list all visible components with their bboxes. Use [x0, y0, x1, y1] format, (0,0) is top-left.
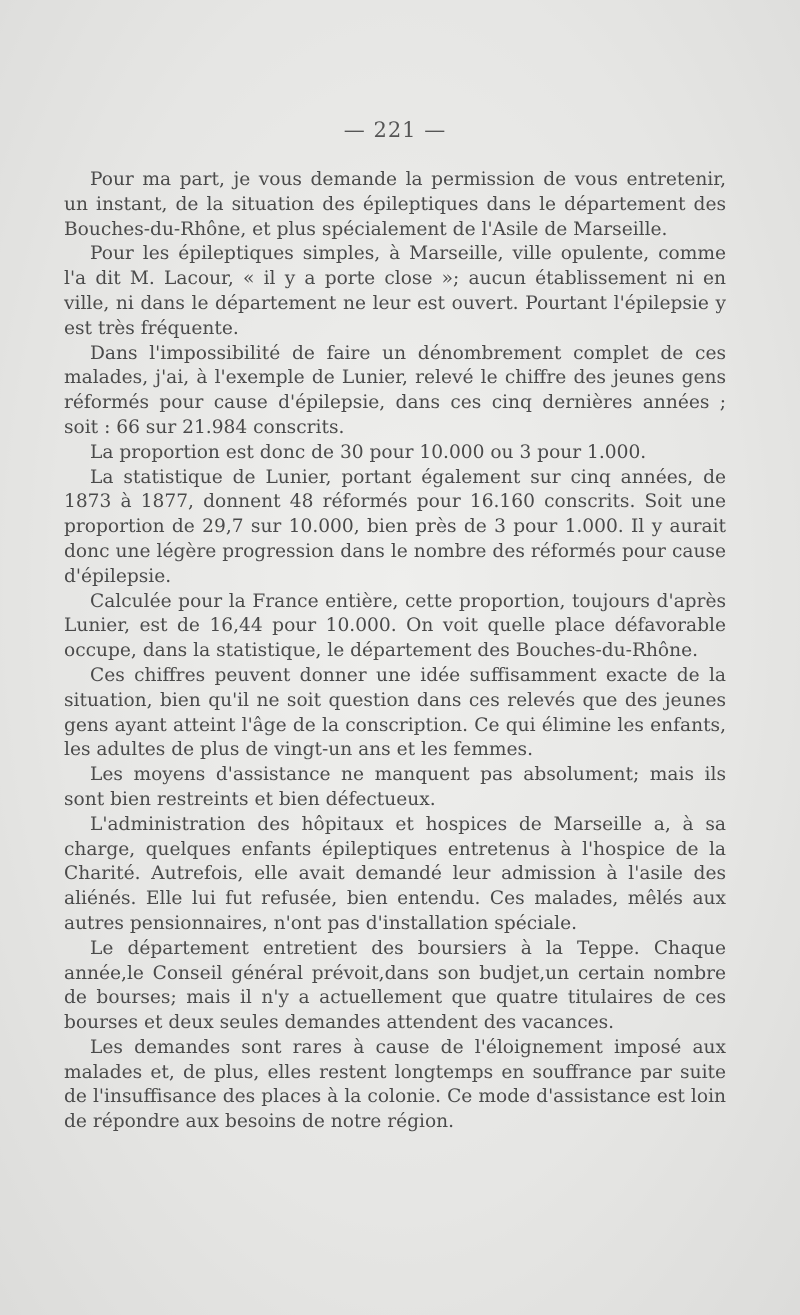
document-page — [64, 118, 726, 1135]
paragraph-2: Pour les épileptiques simples, à Marseille, ville opulente, comme l'a dit M. Lacour, « il y a porte close »; aucun établissement ni en ville, ni dans le département ne leur est ouvert. Pourtant l'épilepsie y est très fréquente. — [64, 243, 726, 339]
paragraph-4: La proportion est donc de 30 pour 10.000 ou 3 pour 1.000. — [90, 441, 647, 463]
paragraph-10: Le département entretient des boursiers à la Teppe. Chaque année,le Conseil général prévoit,dans son budjet,un certain nombre de bourses; mais il n'y a actuellement que quatre titulaires de ces bourses et deux seules demandes attendent des vacances. — [64, 937, 726, 1034]
paragraph-11: Les demandes sont rares à cause de l'éloignement imposé aux malades et, de plus, elles restent longtemps en souffrance par suite de l'insuffisance des places à la colonie. Ce mode d'assistance est loin de répondre aux besoins de notre région. — [64, 1036, 726, 1133]
paragraph-1: Pour ma part, je vous demande la permission de vous entretenir, un instant, de la situation des épileptiques dans le département des Bouches-du-Rhône, et plus spécialement de l'Asile de Marseille. — [64, 169, 726, 240]
page-number: — 221 — — [343, 118, 447, 142]
paragraph-8: Les moyens d'assistance ne manquent pas absolument; mais ils sont bien restreints et bien défectueux. — [64, 764, 726, 810]
paragraph-5: La statistique de Lunier, portant également sur cinq années, de 1873 à 1877, donnent 48 réformés pour 16.160 conscrits. Soit une proportion de 29,7 sur 10.000, bien près de 3 pour 1.000. Il y aurait donc une légère progression dans le nombre des réformés pour cause d'épilepsie. — [64, 466, 726, 587]
paragraph-7: Ces chiffres peuvent donner une idée suffisamment exacte de la situation, bien qu'il ne soit question dans ces relevés que des jeunes gens ayant atteint l'âge de la conscription. Ce qui élimine les enfants, les adultes de plus de vingt-un ans et les femmes. — [64, 664, 726, 761]
paragraph-3: Dans l'impossibilité de faire un dénombrement complet de ces malades, j'ai, à l'exemple de Lunier, relevé le chiffre des jeunes gens réformés pour cause d'épilepsie, dans ces cinq dernières années ; soit : 66 sur 21.984 conscrits. — [64, 342, 726, 438]
paragraph-6: Calculée pour la France entière, cette proportion, toujours d'après Lunier, est de 16,44 pour 10.000. On voit quelle place défavorable occupe, dans la statistique, le département des Bouches-du-Rhône. — [64, 590, 726, 662]
paragraph-9: L'administration des hôpitaux et hospices de Marseille a, à sa charge, quelques enfants épileptiques entretenus à l'hospice de la Charité. Autrefois, elle avait demandé leur admission à l'asile des aliénés. Elle lui fut refusée, bien entendu. Ces malades, mêlés aux autres pensionnaires, n'ont pas d'installation spéciale. — [64, 813, 726, 934]
